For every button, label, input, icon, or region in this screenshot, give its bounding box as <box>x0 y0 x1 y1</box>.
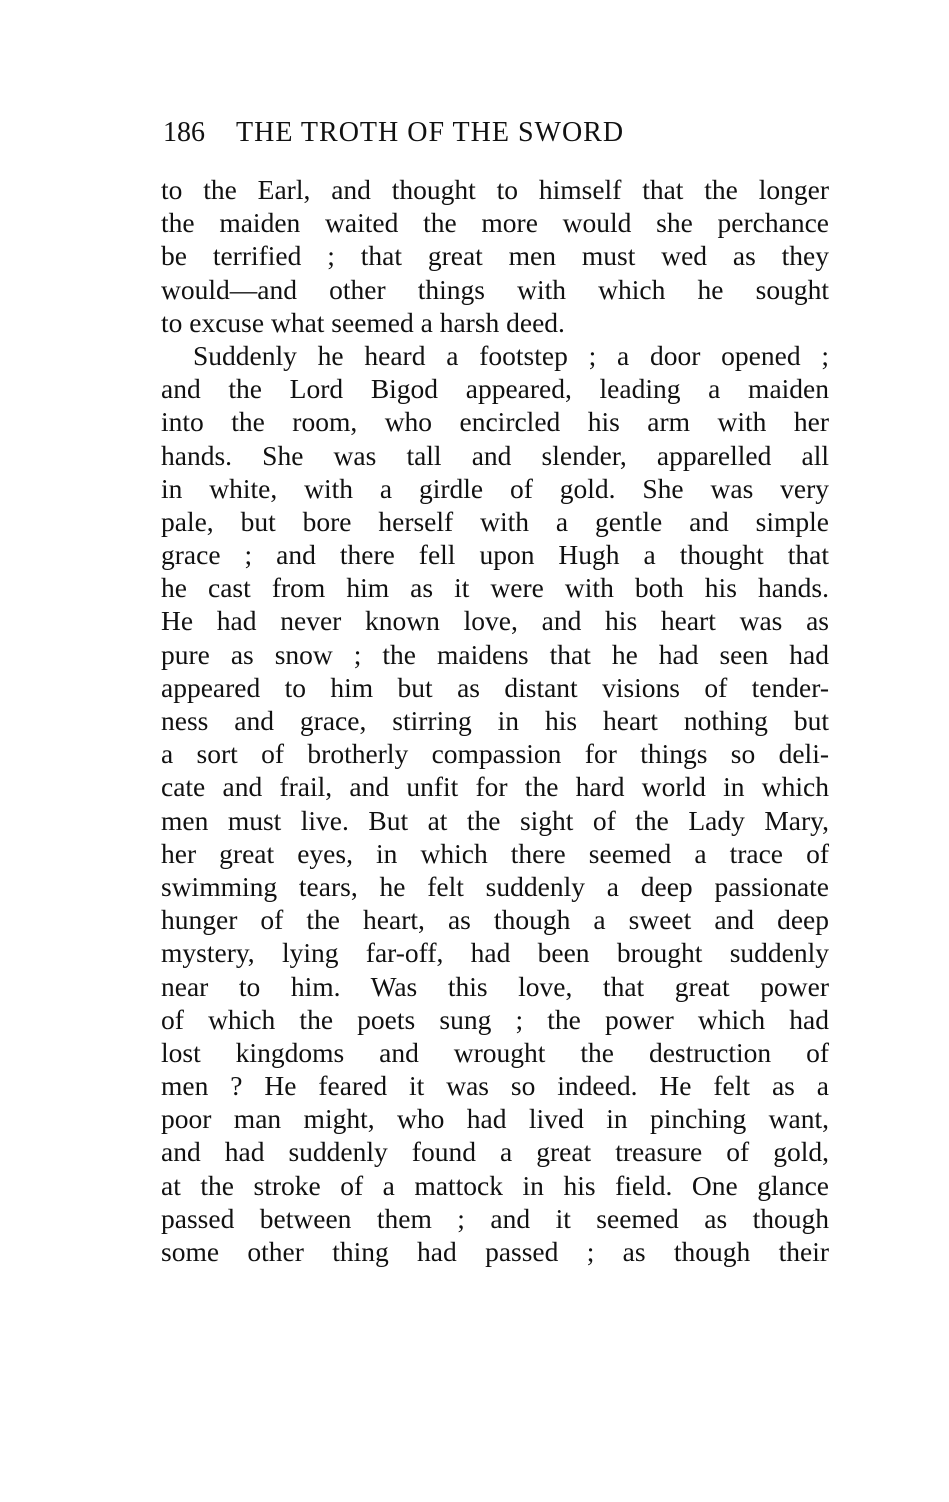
text-line: poor man might, who had lived in pinching want, <box>161 1103 829 1135</box>
text-line: and had suddenly found a great treasure of gold, <box>161 1136 829 1168</box>
text-line: be terrified ; that great men must wed as they <box>161 240 829 272</box>
text-line: cate and frail, and unfit for the hard world in which <box>161 771 829 803</box>
text-line: hands. She was tall and slender, apparelled all <box>161 439 829 471</box>
text-line: grace ; and there fell upon Hugh a thought that <box>161 539 829 571</box>
text-line: at the stroke of a mattock in his field. One glance <box>161 1169 829 1201</box>
text-line: near to him. Was this love, that great power <box>161 970 829 1002</box>
text-line: a sort of brotherly compassion for things so deli- <box>161 738 829 770</box>
text-line: in white, with a girdle of gold. She was very <box>161 472 829 504</box>
text-line: mystery, lying far-off, had been brought suddenly <box>161 937 829 969</box>
text-line: pale, but bore herself with a gentle and simple <box>161 505 829 537</box>
text-line: into the room, who encircled his arm with her <box>161 406 829 438</box>
text-line: would—and other things with which he sought <box>161 273 829 305</box>
page-number: 186 <box>163 117 205 148</box>
text-line: men must live. But at the sight of the Lady Mary, <box>161 804 829 836</box>
text-line: appeared to him but as distant visions of tender- <box>161 671 829 703</box>
text-line: hunger of the heart, as though a sweet and deep <box>161 904 829 936</box>
text-line: to the Earl, and thought to himself that the longer <box>161 174 829 205</box>
body-text <box>161 173 829 1268</box>
text-line: swimming tears, he felt suddenly a deep passionate <box>161 870 829 902</box>
text-line: her great eyes, in which there seemed a trace of <box>161 837 829 869</box>
text-line: passed between them ; and it seemed as though <box>161 1202 829 1234</box>
text-line: men ? He feared it was so indeed. He felt as a <box>161 1070 829 1102</box>
text-line: Suddenly he heard a footstep ; a door opened ; <box>193 339 829 371</box>
text-line: to excuse what seemed a harsh deed. <box>161 306 565 338</box>
text-line: and the Lord Bigod appeared, leading a maiden <box>161 373 829 405</box>
text-line: some other thing had passed ; as though their <box>161 1236 829 1267</box>
text-line: he cast from him as it were with both his hands. <box>161 572 829 604</box>
text-line: He had never known love, and his heart was as <box>161 605 829 637</box>
text-line: of which the poets sung ; the power which had <box>161 1003 829 1035</box>
text-line: ness and grace, stirring in his heart nothing but <box>161 705 829 736</box>
running-title: THE TROTH OF THE SWORD <box>236 117 625 148</box>
text-line: the maiden waited the more would she perchance <box>161 207 829 239</box>
running-head <box>163 113 743 153</box>
text-line: pure as snow ; the maidens that he had seen had <box>161 638 829 670</box>
text-line: lost kingdoms and wrought the destruction of <box>161 1036 829 1068</box>
